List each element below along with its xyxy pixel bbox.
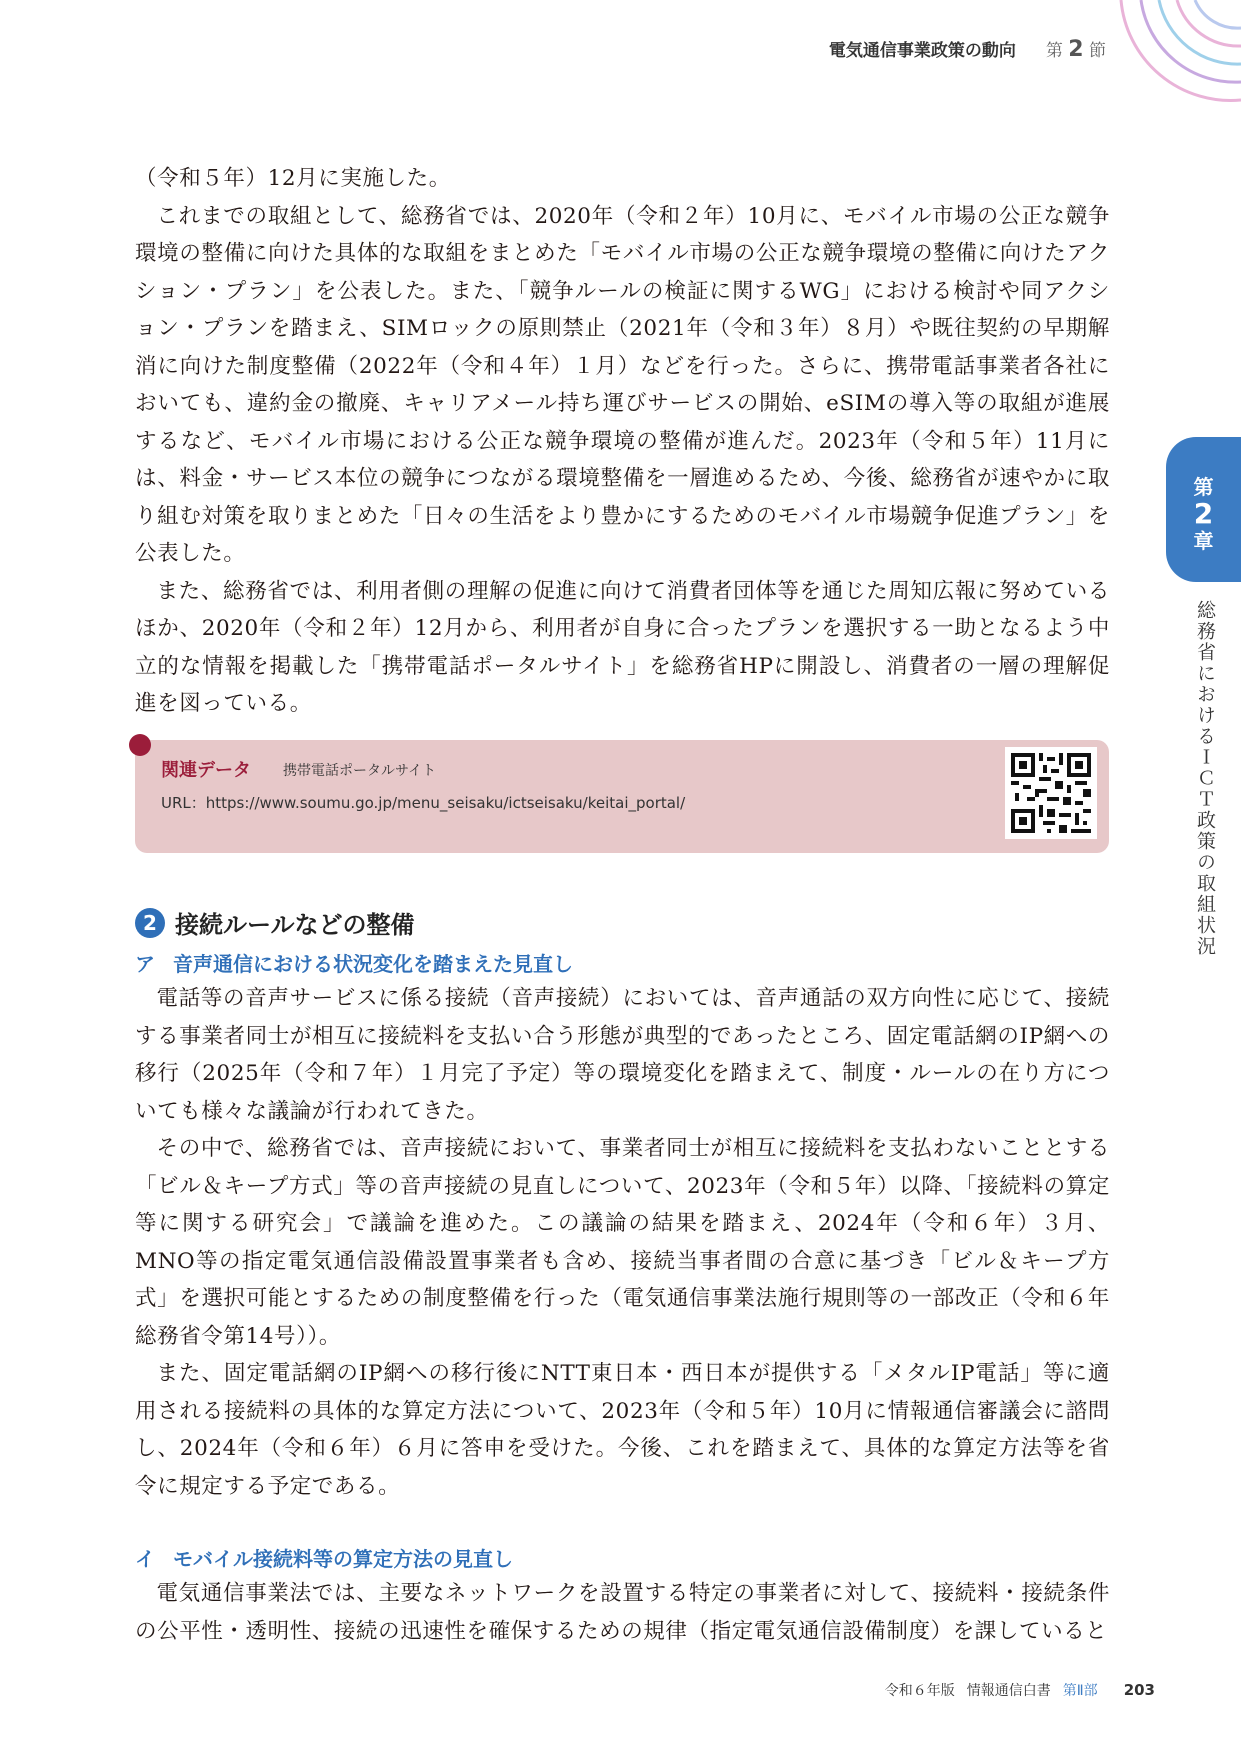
body-text-i [135,1575,1110,1650]
qr-code-icon[interactable] [1005,747,1097,839]
related-data-label: 関連データ [161,760,251,781]
paragraph: また、固定電話網のIP網への移行後にNTT東日本・西日本が提供する「メタルIP電話」等に適用される接続料の具体的な算定方法について、2023年（令和５年）10月に情報通信審議会に諮問し、2024年（令和６年）６月に答申を受けた。今後、これを踏まえて、具体的な算定方法等を省令に規定する予定である。 [135,1361,1110,1499]
corner-decoration-icon [1101,0,1241,110]
section-title: 電気通信事業政策の動向 [828,41,1016,61]
bullet-dot-icon [129,734,151,756]
paragraph: （令和５年）12月に実施した。 [135,166,451,191]
paragraph: また、総務省では、利用者側の理解の促進に向けて消費者団体等を通じた周知広報に努めているほか、2020年（令和２年）12月から、利用者が自身に合ったプランを選択する一助となるよう中立的な情報を掲載した「携帯電話ポータルサイト」を総務省HPに開設し、消費者の一層の理解促進を図っている。 [135,578,1110,716]
section-number: 第 2 節 [1045,37,1106,62]
page-number: 203 [1123,1681,1155,1699]
running-header [829,36,1106,62]
paragraph: これまでの取組として、総務省では、2020年（令和２年）10月に、モバイル市場の公正な競争環境の整備に向けた具体的な取組をまとめた「モバイル市場の公正な競争環境の整備に向けたアクション・プラン」を公表した。また、「競争ルールの検証に関するWG」における検討や同アクション・プランを踏まえ、SIMロックの原則禁止（2021年（令和３年）８月）や既往契約の早期解消に向けた制度整備（2022年（令和４年）１月）などを行った。さらに、携帯電話事業者各社においても、違約金の撤廃、キャリアメール持ち運びサービスの開始、eSIMの導入等の取組が進展するなど、モバイル市場における公正な競争環境の整備が進んだ。2023年（令和５年）11月には、料金・サービス本位の競争につながる環境整備を一層進めるため、今後、総務省が速やかに取り組む対策を取りまとめた「日々の生活をより豊かにするためのモバイル市場競争促進プラン」を公表した。 [135,203,1110,566]
paragraph: 電気通信事業法では、主要なネットワークを設置する特定の事業者に対して、接続料・接続条件の公平性・透明性、接続の迅速性を確保するための規律（指定電気通信設備制度）を課していると [135,1581,1110,1644]
related-data-box [135,740,1109,853]
subsection-heading-a: ア 音声通信における状況変化を踏まえた見直し [135,952,573,976]
related-data-name: 携帯電話ポータルサイト [283,763,437,779]
body-text-top [135,160,1110,723]
page-footer: 令和６年版 情報通信白書 第Ⅱ部 203 [884,1681,1155,1699]
chapter-vertical-title: 総務省におけるＩＣＴ政策の取組状況 [1194,600,1216,957]
body-text-a [135,980,1110,1505]
chapter-tab: 第 2 章 [1166,437,1241,582]
subsection-heading-i: イ モバイル接続料等の算定方法の見直し [135,1547,513,1571]
paragraph: 電話等の音声サービスに係る接続（音声接続）においては、音声通話の双方向性に応じて、接続する事業者同士が相互に接続料を支払い合う形態が典型的であったところ、固定電話網のIP網への移行（2025年（令和７年）１月完了予定）等の環境変化を踏まえて、制度・ルールの在り方についても様々な議論が行われてきた。 [135,986,1110,1124]
paragraph: その中で、総務省では、音声接続において、事業者同士が相互に接続料を支払わないこととする「ビル＆キープ方式」等の音声接続の見直しについて、2023年（令和５年）以降、「接続料の算定等に関する研究会」で議論を進めた。この議論の結果を踏まえ、2024年（令和６年）３月、MNO等の指定電気通信設備設置事業者も含め、接続当事者間の合意に基づき「ビル＆キープ方式」を選択可能とするための制度整備を行った（電気通信事業法施行規則等の一部改正（令和６年総務省令第14号））。 [135,1136,1110,1349]
section-title: 接続ルールなどの整備 [175,911,415,939]
section-number-badge: 2 [135,908,165,938]
related-data-url[interactable]: URL：https://www.soumu.go.jp/menu_seisaku/ictseisaku/keitai_portal/ [161,794,686,812]
section-heading [135,905,415,940]
